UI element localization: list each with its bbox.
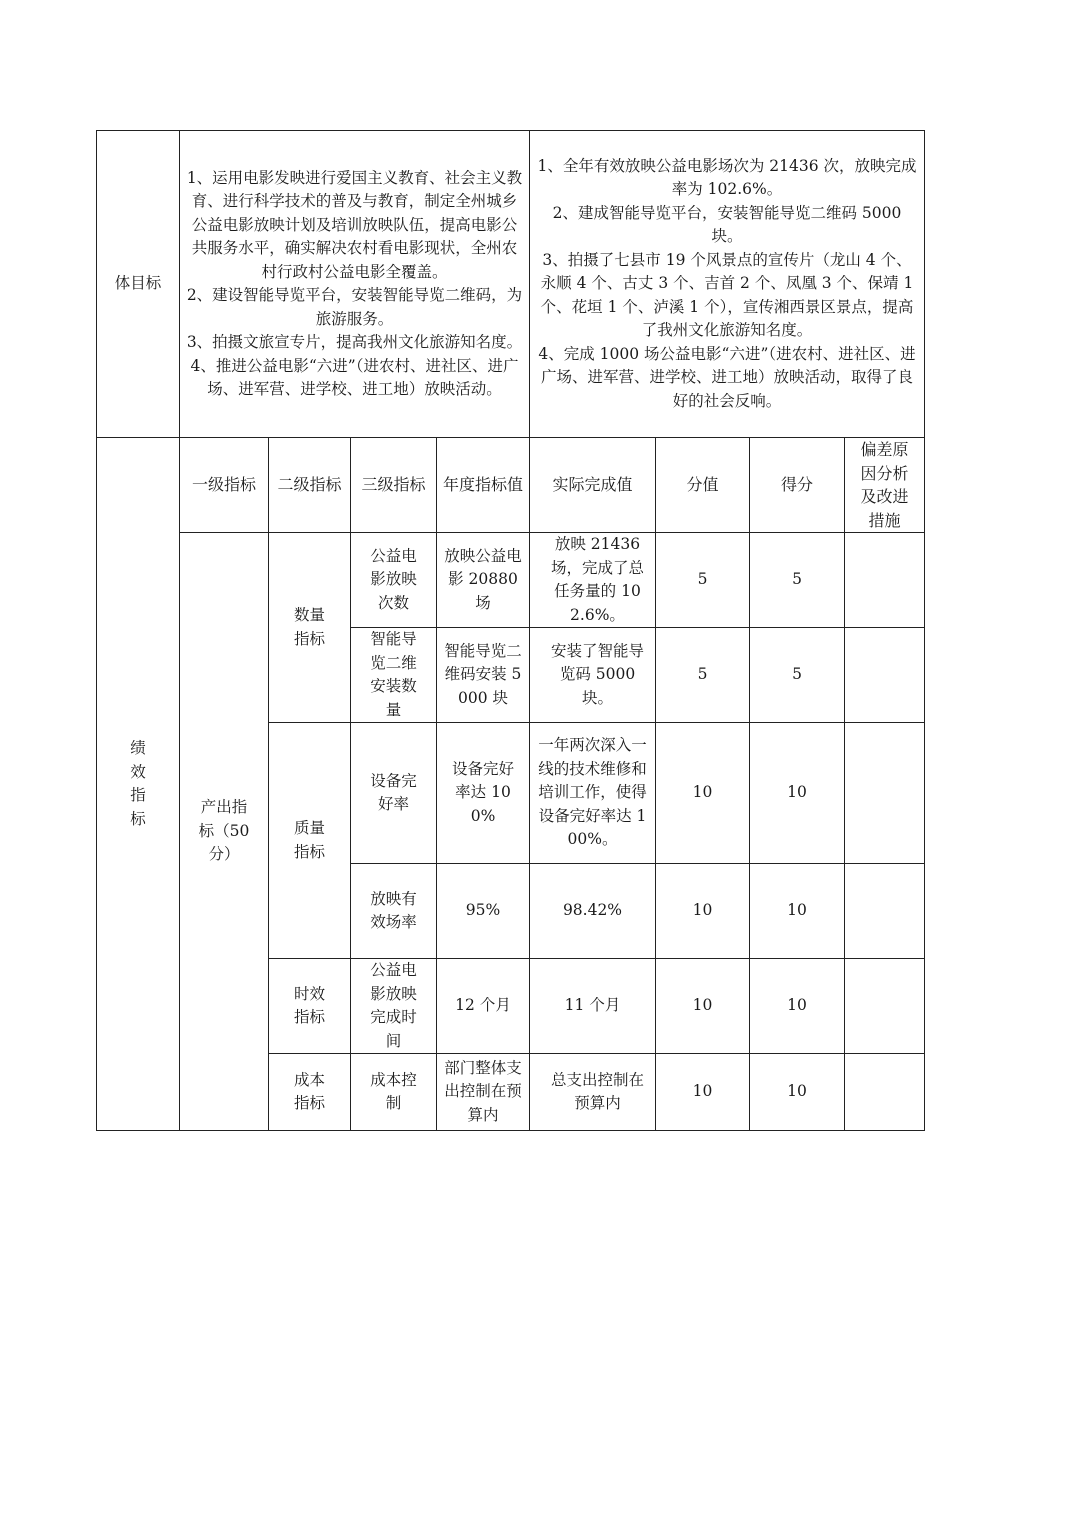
points-cell: 5 bbox=[656, 628, 750, 723]
planned-goals-cell bbox=[180, 131, 530, 438]
header-level2: 二级指标 bbox=[269, 438, 351, 533]
overall-goal-row bbox=[97, 131, 925, 438]
level3-cell: 公益电影放映完成时间 bbox=[351, 959, 437, 1054]
actual-goal-item: 1、全年有效放映公益电影场次为 21436 次，放映完成率为 102.6%。 bbox=[537, 156, 917, 199]
actual-cell: 11 个月 bbox=[530, 959, 656, 1054]
score-cell: 10 bbox=[750, 1054, 845, 1131]
quantity-indicator-label: 数量指标 bbox=[269, 533, 351, 723]
deviation-cell bbox=[845, 533, 925, 628]
header-actual-value: 实际完成值 bbox=[530, 438, 656, 533]
actual-cell: 98.42% bbox=[530, 864, 656, 959]
timeliness-indicator-label: 时效指标 bbox=[269, 959, 351, 1054]
points-cell: 5 bbox=[656, 533, 750, 628]
header-points: 分值 bbox=[656, 438, 750, 533]
actual-cell: 一年两次深入一线的技术维修和培训工作，使得设备完好率达 100%。 bbox=[530, 723, 656, 864]
target-cell: 12 个月 bbox=[437, 959, 530, 1054]
actual-goal-item: 2、建成智能导览平台，安装智能导览二维码 5000 块。 bbox=[552, 203, 902, 246]
score-cell: 10 bbox=[750, 723, 845, 864]
score-cell: 5 bbox=[750, 628, 845, 723]
level3-cell: 放映有效场率 bbox=[351, 864, 437, 959]
target-cell: 设备完好率达 100% bbox=[437, 723, 530, 864]
level3-cell: 成本控制 bbox=[351, 1054, 437, 1131]
actual-goal-item: 3、拍摄了七县市 19 个风景点的宣传片（龙山 4 个、永顺 4 个、古丈 3 个、吉首 2 个、凤凰 3 个、保靖 1 个、花垣 1 个、泸溪 1 个），宣传湘西景区景点，提高了我州文化旅游知名度。 bbox=[540, 250, 914, 340]
planned-goal-item: 4、推进公益电影“六进”（进农村、进社区、进广场、进军营、进学校、进工地）放映活动。 bbox=[190, 356, 519, 398]
points-cell: 10 bbox=[656, 1054, 750, 1131]
deviation-cell bbox=[845, 959, 925, 1054]
header-level1: 一级指标 bbox=[180, 438, 269, 533]
actual-cell: 总支出控制在预算内 bbox=[530, 1054, 656, 1131]
score-cell: 5 bbox=[750, 533, 845, 628]
quality-indicator-label: 质量指标 bbox=[269, 723, 351, 959]
table-row bbox=[97, 533, 925, 628]
target-cell: 部门整体支出控制在预算内 bbox=[437, 1054, 530, 1131]
header-row bbox=[97, 438, 925, 533]
output-indicator-label: 产出指标（50分） bbox=[180, 533, 269, 1131]
level3-cell: 智能导览二维安装数量 bbox=[351, 628, 437, 723]
deviation-cell bbox=[845, 628, 925, 723]
header-deviation: 偏差原因分析及改进措施 bbox=[845, 438, 925, 533]
deviation-cell bbox=[845, 864, 925, 959]
cost-indicator-label: 成本指标 bbox=[269, 1054, 351, 1131]
performance-indicators-label: 绩效指标 bbox=[97, 438, 180, 1131]
points-cell: 10 bbox=[656, 864, 750, 959]
header-score: 得分 bbox=[750, 438, 845, 533]
actual-cell: 安装了智能导览码 5000 块。 bbox=[530, 628, 656, 723]
deviation-cell bbox=[845, 1054, 925, 1131]
points-cell: 10 bbox=[656, 723, 750, 864]
actual-goals-cell bbox=[530, 131, 925, 438]
actual-cell: 放映 21436 场，完成了总任务量的 102.6%。 bbox=[530, 533, 656, 628]
target-cell: 放映公益电影 20880 场 bbox=[437, 533, 530, 628]
header-annual-target: 年度指标值 bbox=[437, 438, 530, 533]
level3-cell: 设备完好率 bbox=[351, 723, 437, 864]
performance-table bbox=[96, 130, 925, 1131]
header-level3: 三级指标 bbox=[351, 438, 437, 533]
score-cell: 10 bbox=[750, 864, 845, 959]
target-cell: 智能导览二维码安装 5000 块 bbox=[437, 628, 530, 723]
target-cell: 95% bbox=[437, 864, 530, 959]
points-cell: 10 bbox=[656, 959, 750, 1054]
overall-goal-label: 体目标 bbox=[97, 131, 180, 438]
planned-goal-item: 1、运用电影发映进行爱国主义教育、社会主义教育、进行科学技术的普及与教育，制定全州城乡公益电影放映计划及培训放映队伍，提高电影公共服务水平，确实解决农村看电影现状，全州农村行政村公益电影全覆盖。 bbox=[186, 168, 523, 281]
actual-goal-item: 4、完成 1000 场公益电影“六进”（进农村、进社区、进广场、进军营、进学校、进工地）放映活动，取得了良好的社会反响。 bbox=[538, 344, 916, 410]
planned-goal-item: 2、建设智能导览平台，安装智能导览二维码，为旅游服务。 bbox=[186, 286, 523, 328]
score-cell: 10 bbox=[750, 959, 845, 1054]
deviation-cell bbox=[845, 723, 925, 864]
level3-cell: 公益电影放映次数 bbox=[351, 533, 437, 628]
planned-goal-item: 3、拍摄文旅宣专片，提高我州文化旅游知名度。 bbox=[186, 333, 523, 351]
